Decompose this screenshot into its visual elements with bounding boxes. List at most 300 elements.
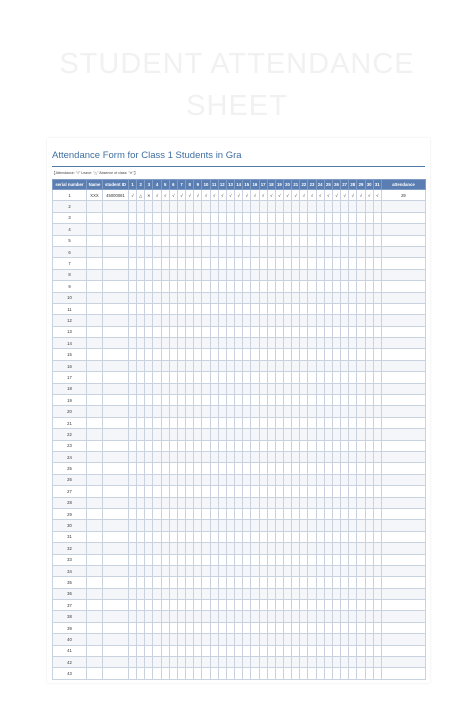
day-mark-cell: [145, 338, 153, 349]
day-mark-cell: [349, 634, 357, 645]
day-mark-cell: [292, 406, 300, 417]
day-mark-cell: [259, 508, 267, 519]
serial-cell: 13: [53, 326, 87, 337]
day-mark-cell: [218, 622, 226, 633]
day-mark-cell: [226, 588, 234, 599]
day-mark-cell: [169, 224, 177, 235]
day-mark-cell: [137, 531, 145, 542]
day-mark-cell: [349, 315, 357, 326]
day-mark-cell: [194, 224, 202, 235]
table-row: [53, 577, 426, 588]
day-mark-cell: [300, 565, 308, 576]
day-mark-cell: [243, 315, 251, 326]
day-mark-cell: [194, 508, 202, 519]
day-mark-cell: [365, 281, 373, 292]
day-mark-cell: [267, 281, 275, 292]
day-mark-cell: [177, 372, 185, 383]
day-mark-cell: [202, 360, 210, 371]
day-mark-cell: [145, 395, 153, 406]
day-mark-cell: [202, 235, 210, 246]
attendance-total-cell: [381, 417, 425, 428]
day-mark-cell: [332, 440, 340, 451]
day-mark-cell: [218, 451, 226, 462]
table-row: [53, 543, 426, 554]
day-mark-cell: [186, 269, 194, 280]
day-mark-cell: [300, 486, 308, 497]
day-mark-cell: [251, 588, 259, 599]
day-mark-cell: [129, 611, 137, 622]
day-mark-cell: [129, 474, 137, 485]
day-mark-cell: [365, 497, 373, 508]
column-header-day: 10: [202, 180, 210, 190]
day-mark-cell: [177, 657, 185, 668]
day-mark-cell: [349, 577, 357, 588]
day-mark-cell: [373, 463, 381, 474]
day-mark-cell: [283, 360, 291, 371]
day-mark-cell: [316, 508, 324, 519]
day-mark-cell: [365, 520, 373, 531]
day-mark-cell: [202, 565, 210, 576]
day-mark-cell: [161, 508, 169, 519]
day-mark-cell: [153, 577, 161, 588]
column-header-serial: serial number: [53, 180, 87, 190]
day-mark-cell: [169, 611, 177, 622]
day-mark-cell: [186, 395, 194, 406]
day-mark-cell: [349, 360, 357, 371]
day-mark-cell: [365, 440, 373, 451]
day-mark-cell: [169, 383, 177, 394]
day-mark-cell: [308, 577, 316, 588]
day-mark-cell: [259, 429, 267, 440]
day-mark-cell: [251, 235, 259, 246]
table-row: [53, 554, 426, 565]
day-mark-cell: [202, 224, 210, 235]
day-mark-cell: [316, 395, 324, 406]
day-mark-cell: [308, 315, 316, 326]
day-mark-cell: [349, 258, 357, 269]
day-mark-cell: [169, 577, 177, 588]
day-mark-cell: [308, 588, 316, 599]
day-mark-cell: [292, 474, 300, 485]
day-mark-cell: [243, 622, 251, 633]
name-cell: [87, 383, 103, 394]
day-mark-cell: [218, 440, 226, 451]
day-mark-cell: [283, 474, 291, 485]
day-mark-cell: [210, 440, 218, 451]
day-mark-cell: [177, 486, 185, 497]
day-mark-cell: [169, 440, 177, 451]
day-mark-cell: [332, 622, 340, 633]
day-mark-cell: [251, 520, 259, 531]
day-mark-cell: [210, 486, 218, 497]
day-mark-cell: [161, 588, 169, 599]
day-mark-cell: [194, 451, 202, 462]
day-mark-cell: [169, 303, 177, 314]
day-mark-cell: [373, 315, 381, 326]
day-mark-cell: [218, 668, 226, 679]
day-mark-cell: [202, 212, 210, 223]
day-mark-cell: [218, 531, 226, 542]
day-mark-cell: [194, 474, 202, 485]
day-mark-cell: [316, 315, 324, 326]
serial-cell: 7: [53, 258, 87, 269]
day-mark-cell: [235, 246, 243, 257]
day-mark-cell: [341, 281, 349, 292]
day-mark-cell: [275, 258, 283, 269]
name-cell: [87, 634, 103, 645]
day-mark-cell: [332, 531, 340, 542]
day-mark-cell: [308, 235, 316, 246]
column-header-day: 31: [373, 180, 381, 190]
day-mark-cell: [186, 634, 194, 645]
day-mark-cell: [349, 668, 357, 679]
serial-cell: 21: [53, 417, 87, 428]
day-mark-cell: [283, 440, 291, 451]
day-mark-cell: [129, 395, 137, 406]
day-mark-cell: [202, 292, 210, 303]
day-mark-cell: [373, 383, 381, 394]
day-mark-cell: [357, 360, 365, 371]
day-mark-cell: [349, 531, 357, 542]
day-mark-cell: [365, 543, 373, 554]
student-id-cell: [103, 497, 129, 508]
serial-cell: 22: [53, 429, 87, 440]
day-mark-cell: [153, 383, 161, 394]
day-mark-cell: [161, 668, 169, 679]
day-mark-cell: [365, 303, 373, 314]
day-mark-cell: [186, 508, 194, 519]
student-id-cell: [103, 212, 129, 223]
day-mark-cell: [324, 429, 332, 440]
day-mark-cell: [218, 383, 226, 394]
day-mark-cell: [251, 269, 259, 280]
day-mark-cell: [324, 543, 332, 554]
day-mark-cell: [275, 486, 283, 497]
day-mark-cell: [202, 520, 210, 531]
day-mark-cell: [243, 440, 251, 451]
day-mark-cell: [365, 429, 373, 440]
day-mark-cell: √: [129, 190, 137, 201]
day-mark-cell: [243, 668, 251, 679]
day-mark-cell: [365, 406, 373, 417]
day-mark-cell: [129, 224, 137, 235]
day-mark-cell: [308, 486, 316, 497]
day-mark-cell: [186, 429, 194, 440]
day-mark-cell: [226, 611, 234, 622]
day-mark-cell: [137, 588, 145, 599]
serial-cell: 6: [53, 246, 87, 257]
day-mark-cell: [194, 645, 202, 656]
table-row: [53, 565, 426, 576]
day-mark-cell: [137, 622, 145, 633]
attendance-total-cell: [381, 246, 425, 257]
day-mark-cell: [283, 315, 291, 326]
day-mark-cell: [243, 451, 251, 462]
day-mark-cell: [332, 349, 340, 360]
day-mark-cell: [292, 372, 300, 383]
day-mark-cell: [267, 258, 275, 269]
day-mark-cell: [324, 258, 332, 269]
day-mark-cell: [145, 531, 153, 542]
attendance-total-cell: [381, 645, 425, 656]
day-mark-cell: [137, 383, 145, 394]
day-mark-cell: [341, 645, 349, 656]
day-mark-cell: [300, 588, 308, 599]
day-mark-cell: [243, 360, 251, 371]
day-mark-cell: [275, 657, 283, 668]
day-mark-cell: [218, 395, 226, 406]
day-mark-cell: [373, 395, 381, 406]
day-mark-cell: [267, 463, 275, 474]
day-mark-cell: [349, 611, 357, 622]
day-mark-cell: [243, 645, 251, 656]
day-mark-cell: [226, 349, 234, 360]
serial-cell: 25: [53, 463, 87, 474]
day-mark-cell: [194, 326, 202, 337]
table-row: [53, 315, 426, 326]
day-mark-cell: [308, 372, 316, 383]
day-mark-cell: [186, 417, 194, 428]
day-mark-cell: [145, 269, 153, 280]
day-mark-cell: [373, 292, 381, 303]
table-row: [53, 406, 426, 417]
day-mark-cell: [169, 508, 177, 519]
day-mark-cell: [316, 303, 324, 314]
day-mark-cell: [316, 565, 324, 576]
day-mark-cell: [129, 622, 137, 633]
day-mark-cell: [251, 246, 259, 257]
day-mark-cell: [161, 326, 169, 337]
day-mark-cell: [169, 395, 177, 406]
day-mark-cell: [226, 668, 234, 679]
day-mark-cell: [349, 338, 357, 349]
day-mark-cell: [161, 349, 169, 360]
day-mark-cell: [243, 463, 251, 474]
day-mark-cell: [283, 497, 291, 508]
day-mark-cell: [177, 622, 185, 633]
day-mark-cell: √: [210, 190, 218, 201]
day-mark-cell: [308, 383, 316, 394]
day-mark-cell: [194, 668, 202, 679]
day-mark-cell: [316, 486, 324, 497]
day-mark-cell: [251, 429, 259, 440]
day-mark-cell: [259, 577, 267, 588]
day-mark-cell: [243, 543, 251, 554]
day-mark-cell: [243, 634, 251, 645]
name-cell: [87, 417, 103, 428]
day-mark-cell: [349, 600, 357, 611]
day-mark-cell: [267, 372, 275, 383]
day-mark-cell: [349, 508, 357, 519]
day-mark-cell: [202, 508, 210, 519]
day-mark-cell: [283, 224, 291, 235]
student-id-cell: [103, 406, 129, 417]
name-cell: [87, 657, 103, 668]
day-mark-cell: [186, 360, 194, 371]
serial-cell: 3: [53, 212, 87, 223]
day-mark-cell: [226, 508, 234, 519]
day-mark-cell: [275, 246, 283, 257]
day-mark-cell: [292, 611, 300, 622]
day-mark-cell: [210, 258, 218, 269]
day-mark-cell: [283, 326, 291, 337]
day-mark-cell: [357, 212, 365, 223]
serial-cell: 37: [53, 600, 87, 611]
day-mark-cell: [349, 588, 357, 599]
day-mark-cell: [259, 281, 267, 292]
day-mark-cell: [341, 224, 349, 235]
day-mark-cell: [365, 224, 373, 235]
column-header-day: 4: [153, 180, 161, 190]
day-mark-cell: [349, 281, 357, 292]
day-mark-cell: [145, 440, 153, 451]
day-mark-cell: [218, 657, 226, 668]
day-mark-cell: [316, 406, 324, 417]
column-header-day: 11: [210, 180, 218, 190]
day-mark-cell: [210, 508, 218, 519]
day-mark-cell: [177, 281, 185, 292]
day-mark-cell: [349, 645, 357, 656]
day-mark-cell: [324, 451, 332, 462]
day-mark-cell: [153, 349, 161, 360]
day-mark-cell: [177, 634, 185, 645]
table-row: [53, 246, 426, 257]
day-mark-cell: [324, 212, 332, 223]
day-mark-cell: [169, 668, 177, 679]
day-mark-cell: [202, 634, 210, 645]
day-mark-cell: [218, 600, 226, 611]
day-mark-cell: [283, 406, 291, 417]
day-mark-cell: [243, 486, 251, 497]
day-mark-cell: [202, 577, 210, 588]
day-mark-cell: [235, 406, 243, 417]
day-mark-cell: [153, 520, 161, 531]
day-mark-cell: [365, 474, 373, 485]
day-mark-cell: [308, 554, 316, 565]
day-mark-cell: [267, 668, 275, 679]
day-mark-cell: [218, 645, 226, 656]
day-mark-cell: [129, 406, 137, 417]
day-mark-cell: [341, 634, 349, 645]
attendance-total-cell: [381, 657, 425, 668]
attendance-table: [52, 179, 426, 680]
day-mark-cell: [145, 246, 153, 257]
day-mark-cell: [186, 201, 194, 212]
day-mark-cell: [161, 292, 169, 303]
day-mark-cell: [357, 645, 365, 656]
column-header-day: 5: [161, 180, 169, 190]
attendance-total-cell: [381, 622, 425, 633]
day-mark-cell: [210, 315, 218, 326]
day-mark-cell: [259, 349, 267, 360]
day-mark-cell: [275, 668, 283, 679]
table-row: [53, 429, 426, 440]
day-mark-cell: [365, 600, 373, 611]
table-header-row: [53, 180, 426, 190]
day-mark-cell: [373, 451, 381, 462]
day-mark-cell: [186, 406, 194, 417]
day-mark-cell: [283, 554, 291, 565]
day-mark-cell: [194, 657, 202, 668]
day-mark-cell: [283, 463, 291, 474]
day-mark-cell: [292, 565, 300, 576]
day-mark-cell: √: [349, 190, 357, 201]
day-mark-cell: [341, 451, 349, 462]
column-header-day: 17: [259, 180, 267, 190]
day-mark-cell: [308, 497, 316, 508]
day-mark-cell: [137, 395, 145, 406]
day-mark-cell: [332, 292, 340, 303]
day-mark-cell: [267, 622, 275, 633]
day-mark-cell: [300, 360, 308, 371]
day-mark-cell: [267, 212, 275, 223]
day-mark-cell: [226, 338, 234, 349]
student-id-cell: [103, 303, 129, 314]
day-mark-cell: [349, 303, 357, 314]
column-header-day: 24: [316, 180, 324, 190]
day-mark-cell: [226, 315, 234, 326]
name-cell: [87, 201, 103, 212]
day-mark-cell: [324, 565, 332, 576]
serial-cell: 11: [53, 303, 87, 314]
day-mark-cell: [267, 235, 275, 246]
day-mark-cell: [194, 303, 202, 314]
column-header-day: 1: [129, 180, 137, 190]
day-mark-cell: [145, 611, 153, 622]
table-row: [53, 269, 426, 280]
day-mark-cell: [226, 360, 234, 371]
day-mark-cell: [259, 406, 267, 417]
day-mark-cell: [373, 565, 381, 576]
attendance-total-cell: 29: [381, 190, 425, 201]
day-mark-cell: [251, 634, 259, 645]
name-cell: [87, 622, 103, 633]
table-row: [53, 201, 426, 212]
day-mark-cell: √: [324, 190, 332, 201]
day-mark-cell: [292, 235, 300, 246]
day-mark-cell: [292, 440, 300, 451]
day-mark-cell: [324, 463, 332, 474]
serial-cell: 24: [53, 451, 87, 462]
attendance-total-cell: [381, 497, 425, 508]
day-mark-cell: [349, 235, 357, 246]
day-mark-cell: [226, 543, 234, 554]
day-mark-cell: [137, 338, 145, 349]
day-mark-cell: [251, 543, 259, 554]
day-mark-cell: [292, 246, 300, 257]
day-mark-cell: [194, 611, 202, 622]
day-mark-cell: [275, 395, 283, 406]
day-mark-cell: [186, 645, 194, 656]
day-mark-cell: [259, 338, 267, 349]
day-mark-cell: [161, 440, 169, 451]
day-mark-cell: [226, 406, 234, 417]
day-mark-cell: [349, 657, 357, 668]
day-mark-cell: [177, 338, 185, 349]
day-mark-cell: [300, 281, 308, 292]
day-mark-cell: [316, 668, 324, 679]
day-mark-cell: [226, 417, 234, 428]
day-mark-cell: [300, 372, 308, 383]
day-mark-cell: [283, 657, 291, 668]
day-mark-cell: [226, 657, 234, 668]
day-mark-cell: [357, 429, 365, 440]
day-mark-cell: [365, 622, 373, 633]
day-mark-cell: [226, 269, 234, 280]
student-id-cell: [103, 554, 129, 565]
day-mark-cell: [349, 201, 357, 212]
day-mark-cell: [169, 463, 177, 474]
